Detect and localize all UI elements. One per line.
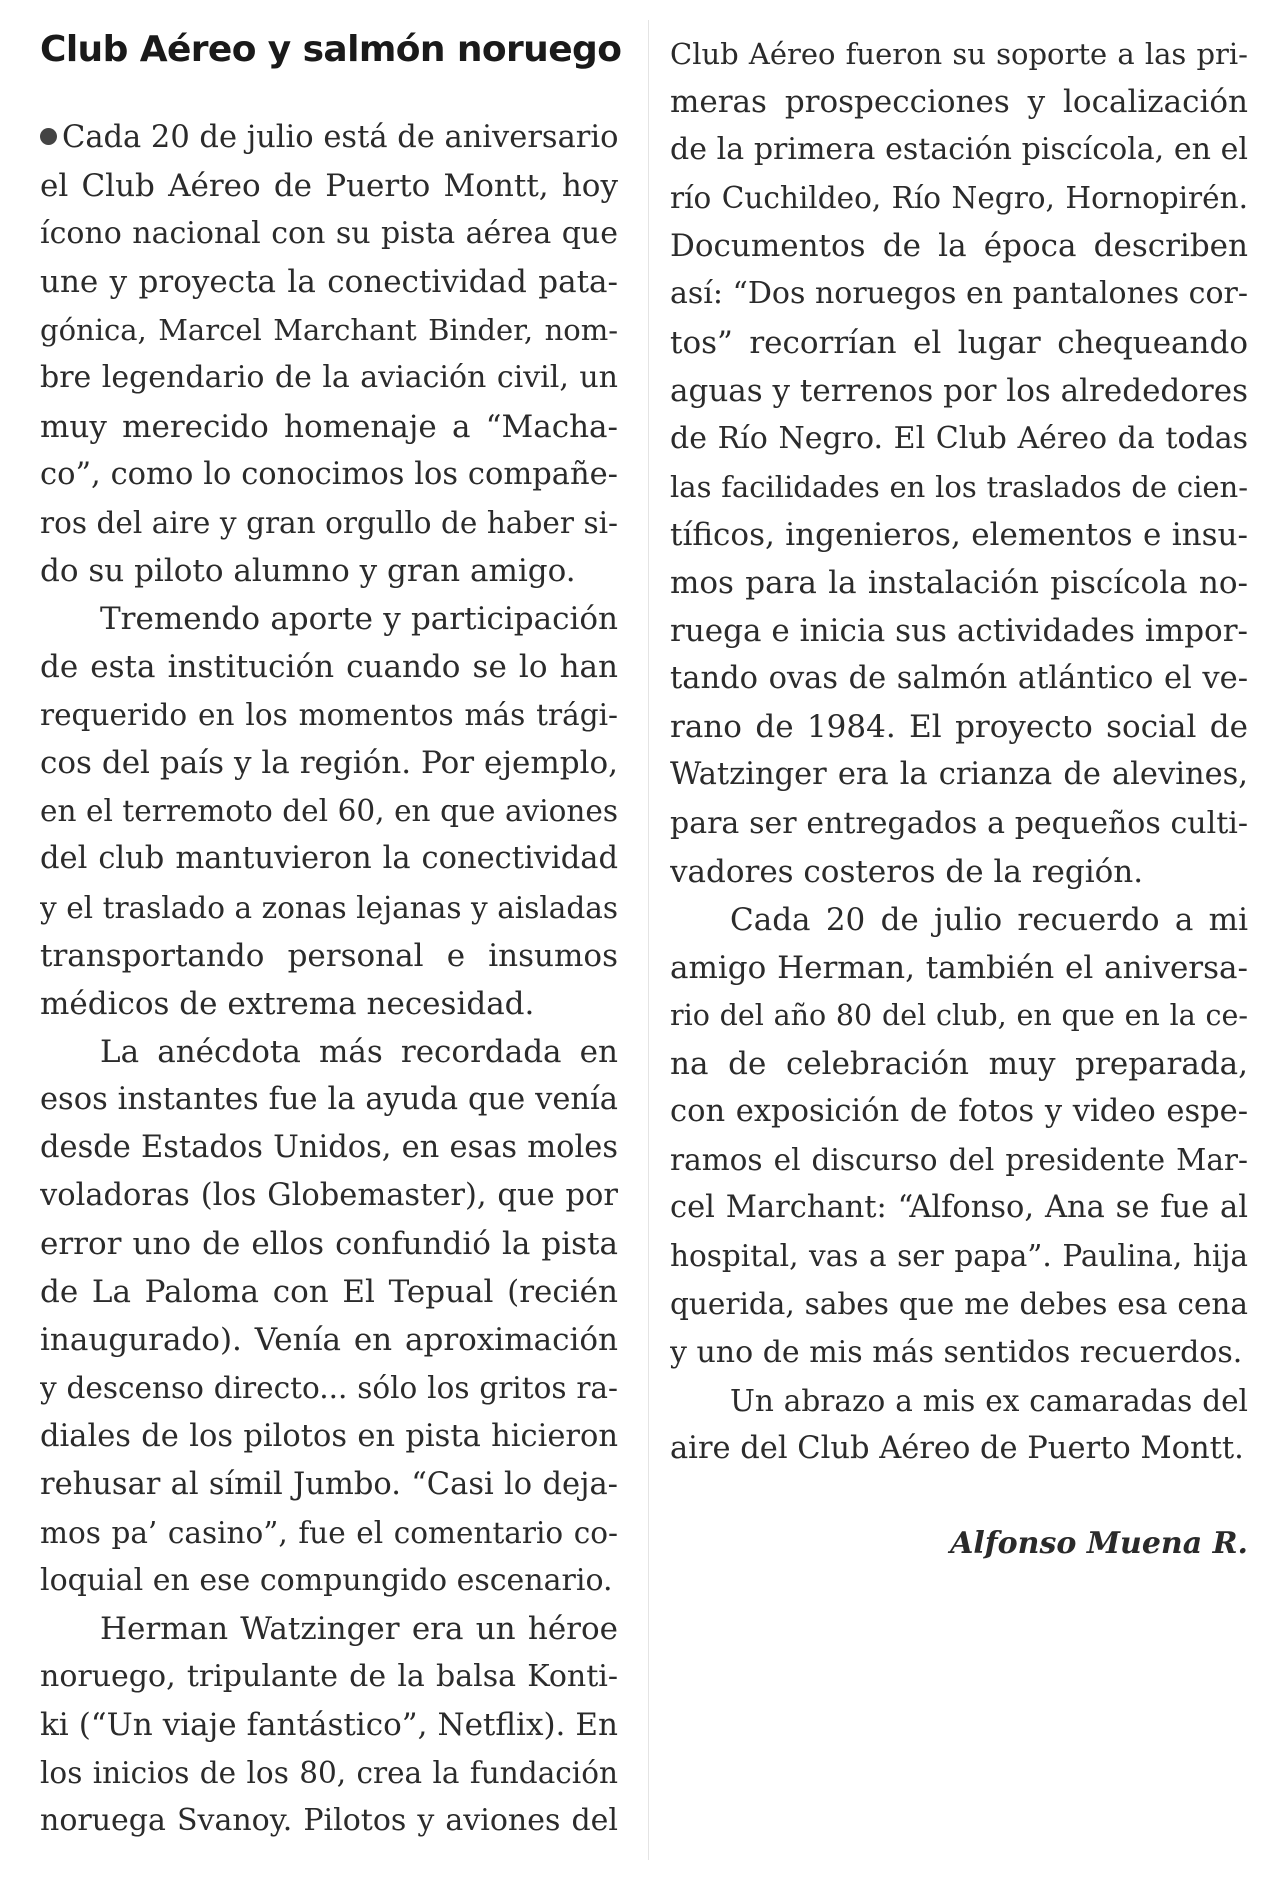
text-line: ramos el discurso del presidente Mar- bbox=[670, 1143, 1248, 1178]
text-line: de la primera estación piscícola, en el bbox=[670, 132, 1248, 168]
text-line: querida, sabes que me debes esa cena bbox=[670, 1287, 1248, 1322]
text-line: Un abrazo a mis ex camaradas del bbox=[730, 1383, 1248, 1418]
text-line: de esta institución cuando se lo han bbox=[40, 649, 618, 686]
text-line: ros del aire y gran orgullo de haber si- bbox=[40, 505, 618, 540]
text-line: y el traslado a zonas lejanas y aisladas bbox=[40, 890, 618, 925]
text-line: loquial en ese compungido escenario. bbox=[40, 1562, 613, 1598]
text-line: ruega e inicia sus actividades impor- bbox=[670, 613, 1248, 650]
text-line: río Cuchildeo, Río Negro, Hornopirén. bbox=[670, 181, 1248, 216]
text-line: ki (“Un viaje fantástico”, Netflix). En bbox=[40, 1707, 618, 1744]
author-signature: Alfonso Muena R. bbox=[950, 1526, 1248, 1561]
text-line: na de celebración muy preparada, bbox=[670, 1045, 1248, 1082]
text-line: requerido en los momentos más trági- bbox=[40, 698, 618, 733]
left-column-text bbox=[40, 114, 618, 1845]
text-line: en el terremoto del 60, en que aviones bbox=[40, 794, 618, 829]
text-line: el Club Aéreo de Puerto Montt, hoy bbox=[40, 168, 618, 205]
text-line: Cada 20 de julio recuerdo a mi bbox=[730, 901, 1248, 938]
text-line: tando ovas de salmón atlántico el ve- bbox=[670, 661, 1248, 697]
text-line: Herman Watzinger era un héroe bbox=[100, 1610, 618, 1647]
text-line bbox=[40, 114, 618, 162]
text-line: las facilidades en los traslados de cien- bbox=[670, 469, 1248, 504]
text-line: voladoras (los Globemaster), que por bbox=[40, 1178, 618, 1214]
text-line: rio del año 80 del club, en que en la ce- bbox=[670, 998, 1248, 1032]
text-line: y uno de mis más sentidos recuerdos. bbox=[670, 1334, 1243, 1370]
text-line: tíficos, ingenieros, elementos e insu- bbox=[670, 516, 1248, 553]
text-line-content: Cada 20 de julio está de aniversario bbox=[62, 120, 618, 155]
text-line: diales de los pilotos en pista hicieron bbox=[40, 1418, 618, 1454]
text-line: Watzinger era la crianza de alevines, bbox=[670, 757, 1248, 793]
text-line: vadores costeros de la región. bbox=[670, 853, 1144, 890]
text-line: aire del Club Aéreo de Puerto Montt. bbox=[670, 1430, 1244, 1466]
text-line: gónica, Marcel Marchant Binder, nom- bbox=[40, 313, 618, 348]
text-line: amigo Herman, también el aniversa- bbox=[670, 949, 1248, 986]
text-line: aguas y terrenos por los alrededores bbox=[670, 372, 1248, 409]
text-line: los inicios de los 80, crea la fundación bbox=[40, 1756, 618, 1791]
left-column bbox=[40, 26, 622, 1845]
article-headline: Club Aéreo y salmón noruego bbox=[40, 29, 622, 70]
text-line: Documentos de la época describen bbox=[670, 228, 1248, 265]
text-line: así: “Dos noruegos en pantalones cor- bbox=[670, 276, 1248, 312]
right-column bbox=[670, 30, 1248, 1473]
text-line: transportando personal e insumos bbox=[40, 937, 618, 974]
text-line: de La Paloma con El Tepual (recién bbox=[40, 1274, 618, 1311]
text-line: Tremendo aporte y participación bbox=[100, 600, 618, 637]
text-line: ícono nacional con su pista aérea que bbox=[40, 216, 618, 252]
column-divider bbox=[648, 20, 649, 1860]
text-line: rano de 1984. El proyecto social de bbox=[670, 709, 1248, 746]
text-line: noruega Svanoy. Pilotos y aviones del bbox=[40, 1803, 618, 1839]
text-line: hospital, vas a ser papa”. Paulina, hija bbox=[670, 1239, 1248, 1274]
text-line: La anécdota más recordada en bbox=[100, 1033, 618, 1070]
text-line: muy merecido homenaje a “Macha- bbox=[40, 408, 618, 445]
text-line: cel Marchant: “Alfonso, Ana se fue al bbox=[670, 1190, 1248, 1226]
text-line: Club Aéreo fueron su soporte a las pri- bbox=[670, 37, 1248, 71]
bullet-icon bbox=[40, 128, 57, 145]
text-line: cos del país y la región. Por ejemplo, bbox=[40, 745, 618, 782]
text-line: une y proyecta la conectividad pata- bbox=[40, 264, 618, 301]
text-line: inaugurado). Venía en aproximación bbox=[40, 1322, 618, 1359]
text-line: del club mantuvieron la conectividad bbox=[40, 841, 618, 877]
text-line: esos instantes fue la ayuda que venía bbox=[40, 1081, 618, 1117]
text-line: do su piloto alumno y gran amigo. bbox=[40, 552, 576, 589]
text-line: mos para la instalación piscícola no- bbox=[670, 565, 1248, 602]
text-line: desde Estados Unidos, en esas moles bbox=[40, 1129, 618, 1165]
text-line: mos pa’ casino”, fue el comentario co- bbox=[40, 1515, 618, 1550]
text-line: co”, como lo conocimos los compañe- bbox=[40, 456, 618, 492]
text-line: tos” recorrían el lugar chequeando bbox=[670, 324, 1248, 361]
text-line: noruego, tripulante de la balsa Konti- bbox=[40, 1659, 618, 1694]
text-line: error uno de ellos confundió la pista bbox=[40, 1226, 618, 1263]
text-line: con exposición de fotos y video espe- bbox=[670, 1094, 1248, 1130]
text-line: meras prospecciones y localización bbox=[670, 84, 1248, 121]
text-line: para ser entregados a pequeños culti- bbox=[670, 805, 1248, 841]
text-line: bre legendario de la aviación civil, un bbox=[40, 360, 618, 396]
text-line: rehusar al símil Jumbo. “Casi lo deja- bbox=[40, 1466, 618, 1502]
text-line: médicos de extrema necesidad. bbox=[40, 985, 535, 1022]
text-line: de Río Negro. El Club Aéreo da todas bbox=[670, 420, 1248, 456]
text-line: y descenso directo... sólo los gritos ra- bbox=[40, 1371, 618, 1406]
